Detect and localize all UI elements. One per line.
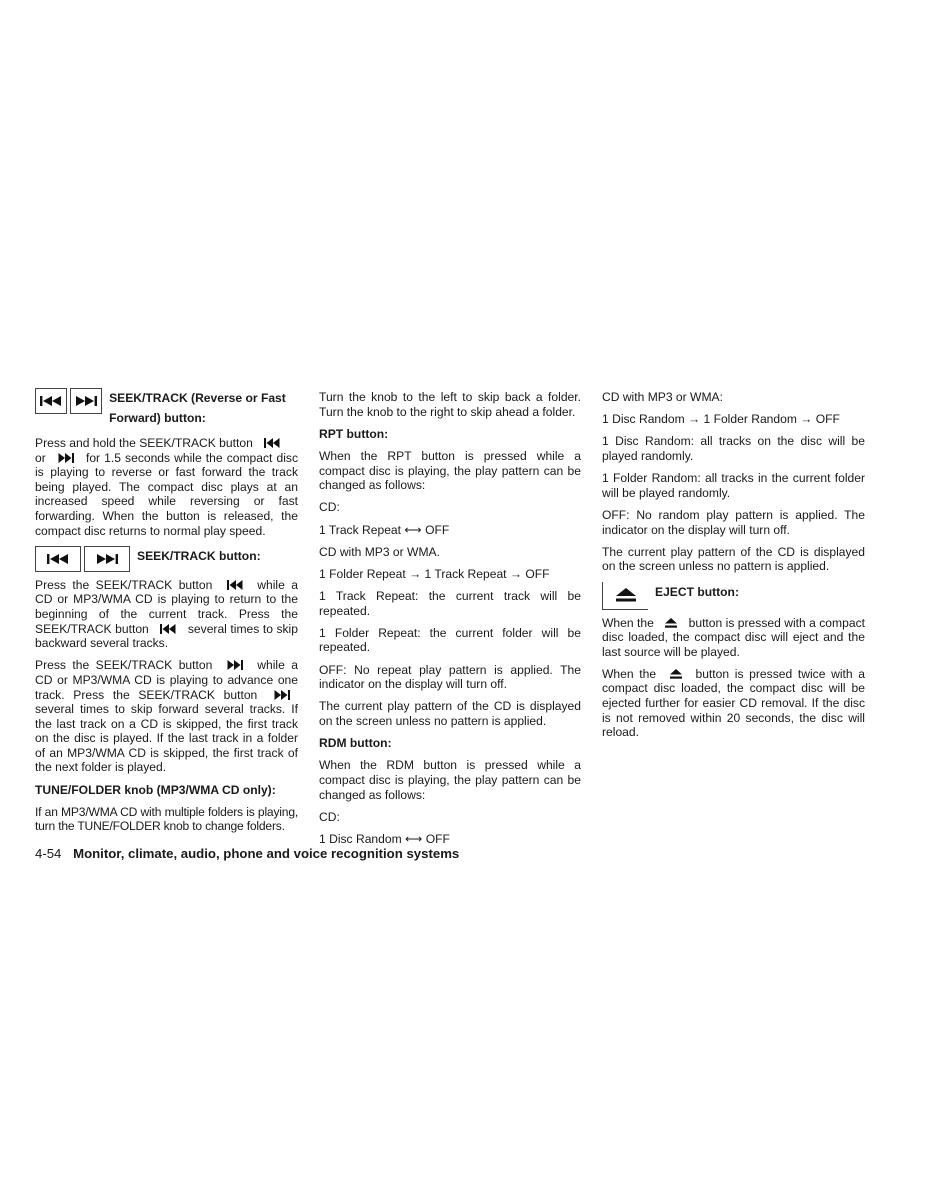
- tune-folder-heading: TUNE/FOLDER knob (MP3/WMA CD only):: [35, 782, 276, 797]
- rdm-intro-paragraph: When the RDM button is pressed while a compact disc is playing, the play pattern can be changed as follows:: [319, 758, 581, 802]
- seek-back-icon: [227, 580, 243, 590]
- seek-track-heading: SEEK/TRACK button:: [137, 548, 261, 563]
- rpt-intro-paragraph: When the RPT button is pressed while a compact disc is playing, the play pattern can be changed as follows:: [319, 448, 581, 493]
- seek-rev-ff-button-row: [35, 388, 298, 428]
- rpt-mp3-pattern: 1 Folder Repeat → 1 Track Repeat → OFF: [319, 566, 550, 581]
- rpt-mp3-label: CD with MP3 or WMA.: [319, 544, 440, 559]
- eject-button-graphic: [602, 582, 648, 610]
- rpt-folder-paragraph: 1 Folder Repeat: the current folder will be repeated.: [319, 625, 581, 655]
- page-footer: [35, 846, 459, 861]
- seek-hold-paragraph: Press and hold the SEEK/TRACK button or for 1.5 seconds while the compact disc is playing to reverse or fast forward the track being played. The compact disc plays at an increased speed while reversing or fast forwarding. When the button is released, the compact disc returns to normal play speed.: [35, 436, 298, 538]
- column-1: [35, 388, 298, 842]
- seek-back-icon: [160, 624, 176, 634]
- rpt-heading: RPT button:: [319, 426, 389, 441]
- seek-track-button-row: [35, 546, 298, 572]
- seek-back-paragraph: Press the SEEK/TRACK button while a CD or MP3/WMA CD is playing to return to the beginning of the current track. Press the SEEK/TRACK button several times to skip backward several tracks.: [35, 577, 298, 651]
- eject-twice-paragraph: When the button is pressed twice with a compact disc loaded, the compact disc will be ejected further for easier CD removal. If the disc is not removed within 20 seconds, the disc will reload.: [602, 666, 866, 740]
- seek-forward-icon: [274, 690, 290, 700]
- column-2: [319, 390, 581, 854]
- eject-icon: [670, 669, 682, 679]
- eject-once-paragraph: When the button is pressed with a compact disc loaded, the compact disc will eject and the last source will be played.: [602, 615, 865, 659]
- rpt-track-paragraph: 1 Track Repeat: the current track will be repeated.: [319, 589, 581, 618]
- seek-forward-paragraph: Press the SEEK/TRACK button while a CD or MP3/WMA CD is playing to advance one track. Press the SEEK/TRACK button several times to skip forward several tracks. If the last track on a CD is skipped, the first track on the disc is played. If the last track in a folder of an MP3/WMA CD is skipped, the first track of the next folder is played.: [35, 658, 298, 775]
- eject-heading: EJECT button:: [655, 584, 739, 599]
- tune-folder-paragraph: If an MP3/WMA CD with multiple folders is playing, turn the TUNE/FOLDER knob to change folders.: [35, 804, 298, 834]
- rpt-cd-pattern: 1 Track Repeat ⟷ OFF: [319, 522, 450, 537]
- rpt-cd-label: CD:: [319, 500, 340, 515]
- column-3: [602, 390, 865, 747]
- seek-forward-button-graphic: [70, 388, 102, 414]
- page-number: 4-54: [35, 846, 62, 861]
- seek-rev-ff-heading: SEEK/TRACK (Reverse or Fast Forward) button:: [109, 391, 286, 425]
- seek-back-icon: [46, 553, 70, 565]
- folder-skip-paragraph: Turn the knob to the left to skip back a folder. Turn the knob to the right to skip ahead a folder.: [319, 390, 581, 419]
- rdm-mp3-pattern: 1 Disc Random → 1 Folder Random → OFF: [602, 412, 840, 427]
- seek-forward-icon: [58, 453, 74, 463]
- seek-back-icon: [39, 395, 63, 407]
- rdm-off-paragraph: OFF: No random play pattern is applied. The indicator on the display will turn off.: [602, 507, 865, 537]
- seek-forward-icon: [227, 660, 243, 670]
- rdm-display-paragraph: The current play pattern of the CD is displayed on the screen unless no pattern is applied.: [602, 544, 865, 574]
- rdm-heading: RDM button:: [319, 736, 392, 751]
- eject-icon: [616, 588, 636, 602]
- rdm-folder-paragraph: 1 Folder Random: all tracks in the current folder will be played randomly.: [602, 471, 865, 500]
- rpt-off-paragraph: OFF: No repeat play pattern is applied. The indicator on the display will turn off.: [319, 662, 581, 692]
- seek-back-button-graphic: [35, 388, 67, 414]
- rdm-cd-label: CD:: [319, 809, 340, 824]
- section-title: Monitor, climate, audio, phone and voice recognition systems: [73, 846, 460, 861]
- rdm-mp3-label: CD with MP3 or WMA:: [602, 390, 723, 404]
- seek-back-button-graphic: [35, 546, 81, 572]
- seek-forward-icon: [95, 553, 119, 565]
- seek-back-icon: [264, 438, 280, 448]
- rdm-disc-paragraph: 1 Disc Random: all tracks on the disc will be played randomly.: [602, 434, 865, 463]
- seek-forward-button-graphic: [84, 546, 130, 572]
- eject-button-row: [602, 582, 865, 610]
- rdm-cd-pattern: 1 Disc Random ⟷ OFF: [319, 831, 450, 846]
- rpt-display-paragraph: The current play pattern of the CD is displayed on the screen unless no pattern is applied.: [319, 699, 581, 729]
- eject-icon: [665, 618, 677, 628]
- seek-forward-icon: [74, 395, 98, 407]
